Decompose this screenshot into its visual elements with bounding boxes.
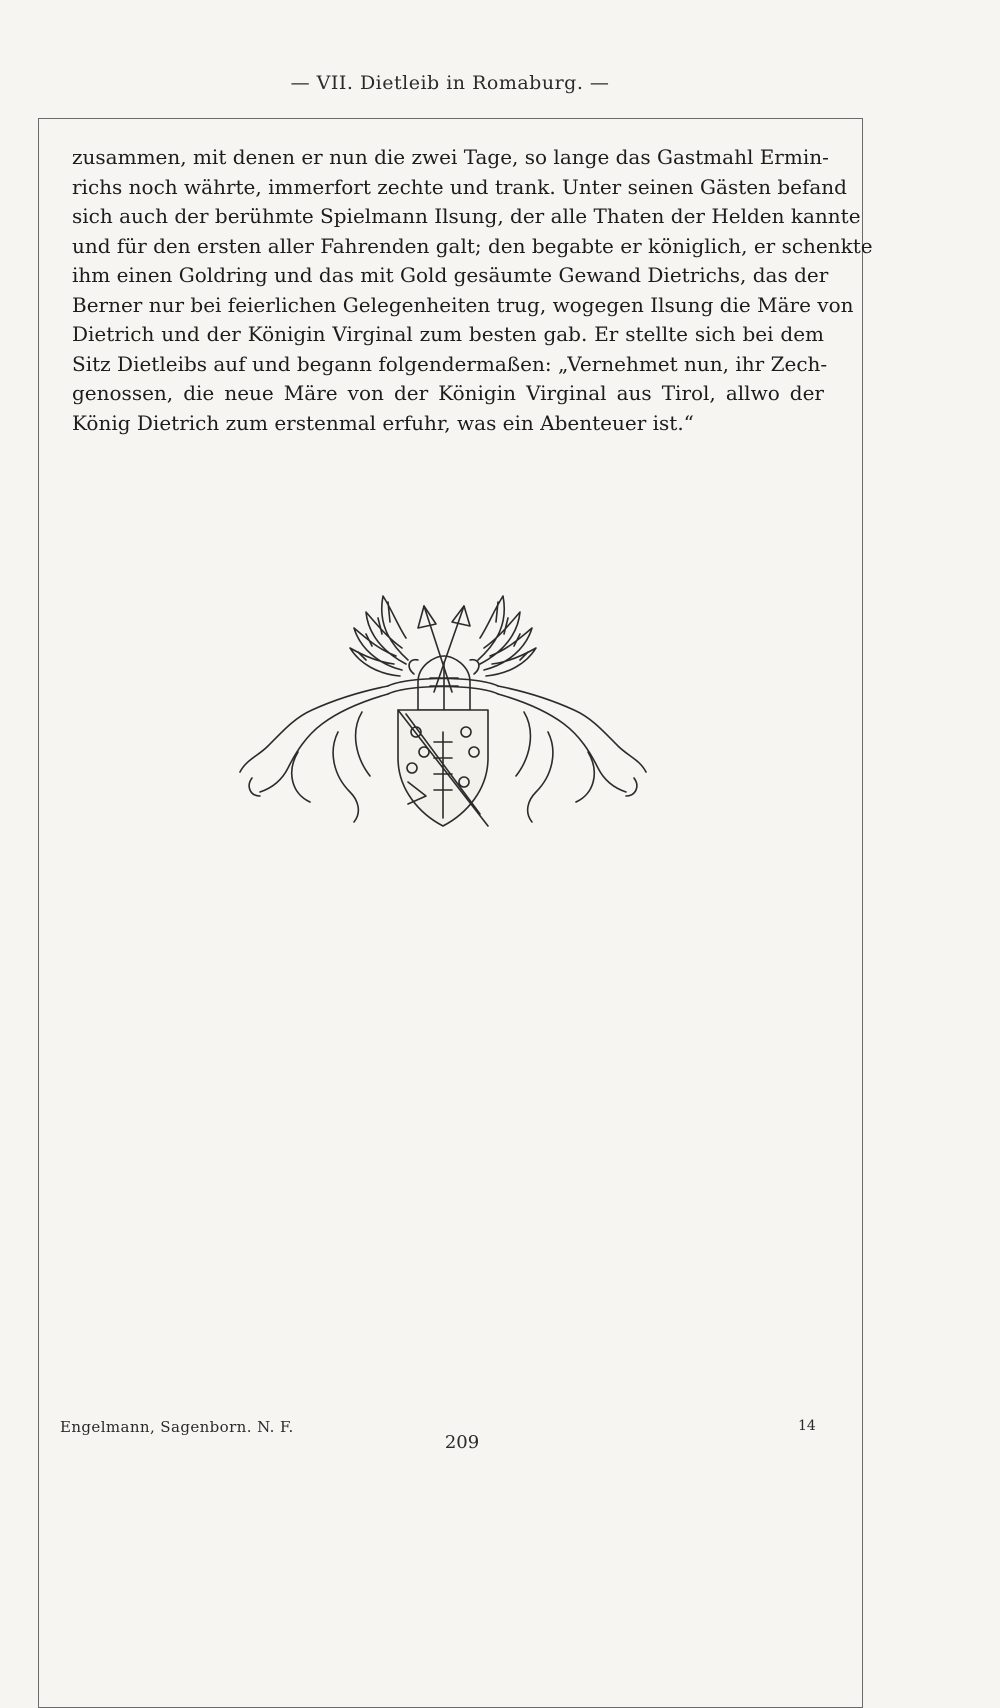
- helmet-icon: [409, 656, 479, 710]
- signature-mark: 14: [798, 1418, 816, 1434]
- text-line: Sitz Dietleibs auf und begann folgendermaßen: „Vernehmet nun, ihr Zech-: [72, 351, 828, 376]
- text-line: ihm einen Goldring und das mit Gold gesäumte Gewand Dietrichs, das der: [72, 263, 829, 287]
- left-wing-icon: [350, 596, 408, 676]
- text-line: richs noch währte, immerfort zechte und trank. Unter seinen Gästen befand: [72, 174, 847, 199]
- text-line: genossen, die neue Märe von der Königin Virginal aus Tirol, allwo der: [72, 381, 824, 405]
- text-line: sich auch der berühmte Spielmann Ilsung, der alle Thaten der Helden kannte: [72, 204, 861, 228]
- text-line: König Dietrich zum erstenmal erfuhr, was ein Abenteuer ist.“: [72, 410, 694, 435]
- right-wing-icon: [478, 596, 536, 676]
- footer-imprint: Engelmann, Sagenborn. N. F.: [60, 1418, 294, 1436]
- text-line: zusammen, mit denen er nun die zwei Tage, so lange das Gastmahl Ermin-: [72, 145, 829, 169]
- running-head: — VII. Dietleib in Romaburg. —: [290, 72, 610, 94]
- text-line: Berner nur bei feierlichen Gelegenheiten trug, wogegen Ilsung die Märe von: [72, 292, 854, 317]
- text-line: Dietrich und der Königin Virginal zum besten gab. Er stellte sich bei dem: [72, 322, 824, 346]
- shield-icon: [398, 710, 488, 826]
- text-line: und für den ersten aller Fahrenden galt; den begabte er königlich, er schenkte: [72, 233, 873, 258]
- coat-of-arms-emblem: [238, 582, 648, 834]
- body-text: [72, 143, 873, 438]
- page-number: 209: [444, 1432, 480, 1453]
